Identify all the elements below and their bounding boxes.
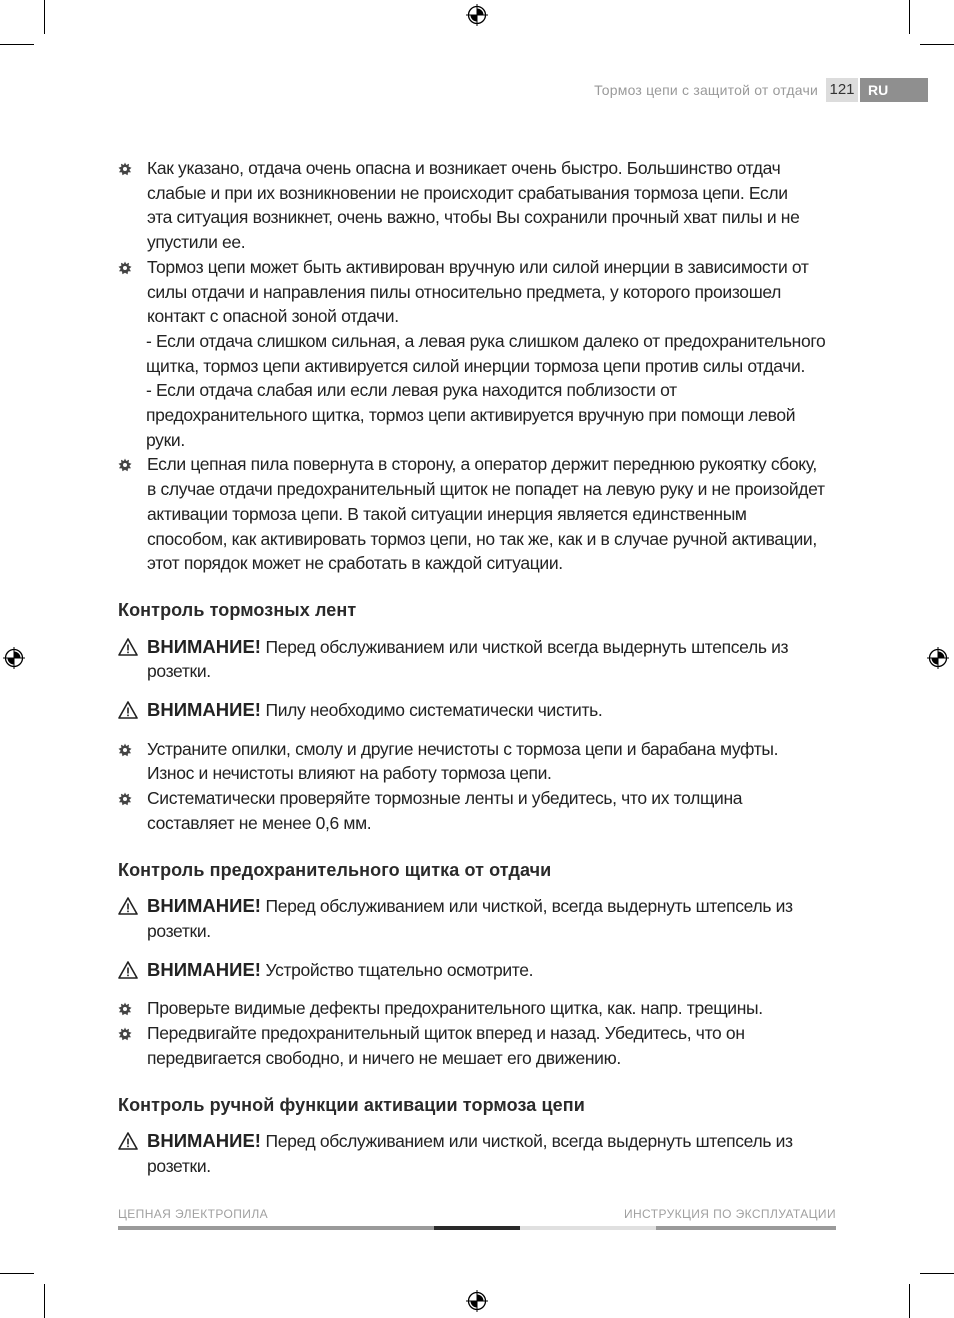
warning-text: Перед обслуживанием или чисткой, всегда выдернуть штепсель из bbox=[265, 1131, 793, 1152]
list-item-line: этот порядок может не сработать в каждой ситуации. bbox=[147, 553, 563, 574]
list-item-line: силы отдачи и направления пилы относительно предмета, у которого произошел bbox=[147, 281, 782, 302]
crop-mark bbox=[44, 0, 45, 34]
warning-text: Устройство тщательно осмотрите. bbox=[265, 959, 534, 980]
warning-text: розетки. bbox=[147, 1155, 211, 1176]
list-item bbox=[118, 1021, 838, 1070]
list-item bbox=[118, 996, 838, 1021]
warning-triangle-icon bbox=[118, 897, 138, 915]
footer-product-name: ЦЕПНАЯ ЭЛЕКТРОПИЛА bbox=[118, 1207, 269, 1221]
list-item bbox=[118, 255, 838, 329]
list-item-line: Тормоз цепи может быть активирован вручную или силой инерции в зависимости от bbox=[147, 256, 809, 277]
list-item-line: составляет не менее 0,6 мм. bbox=[147, 812, 372, 833]
gear-bullet-icon bbox=[118, 261, 132, 275]
gear-bullet-icon bbox=[118, 162, 132, 176]
footer-divider bbox=[656, 1226, 836, 1230]
warning-triangle-icon bbox=[118, 701, 138, 719]
list-item-line: Устраните опилки, смолу и другие нечистоты с тормоза цепи и барабана муфты. bbox=[147, 738, 779, 759]
list-item-line: Если цепная пила повернута в сторону, а оператор держит переднюю рукоятку сбоку, bbox=[147, 454, 817, 475]
warning-text: розетки. bbox=[147, 661, 211, 682]
list-item-line: передвигается свободно, и ничего не мешает его движению. bbox=[147, 1047, 621, 1068]
list-item-line: Проверьте видимые дефекты предохранительного щитка, как. напр. трещины. bbox=[147, 998, 763, 1019]
warning-block bbox=[118, 698, 838, 723]
warning-label: ВНИМАНИЕ! bbox=[147, 895, 261, 917]
list-item bbox=[118, 786, 838, 835]
gear-bullet-icon bbox=[118, 792, 132, 806]
warning-block bbox=[118, 1129, 838, 1178]
list-item-line: Как указано, отдача очень опасна и возникает очень быстро. Большинство отдач bbox=[147, 158, 781, 178]
list-item bbox=[118, 156, 838, 255]
sub-item-line: щитка, тормоз цепи активируется силой инерции тормоза цепи против силы отдачи. bbox=[146, 355, 805, 376]
sub-item-line: - Если отдача слишком сильная, а левая рука слишком далеко от предохранительного bbox=[146, 330, 826, 351]
crop-mark bbox=[920, 44, 954, 45]
sub-item-line: предохранительного щитка, тормоз цепи активируется вручную при помощи левой bbox=[146, 405, 796, 426]
list-item-line: активации тормоза цепи. В такой ситуации инерция является единственным bbox=[147, 503, 747, 524]
section-heading: Контроль предохранительного щитка от отдачи bbox=[118, 859, 552, 880]
warning-text: розетки. bbox=[147, 920, 211, 941]
crop-mark bbox=[44, 1284, 45, 1318]
list-item-line: упустили ее. bbox=[147, 232, 246, 253]
warning-label: ВНИМАНИЕ! bbox=[147, 635, 261, 657]
footer-divider bbox=[434, 1226, 520, 1230]
footer-document-type: ИНСТРУКЦИЯ ПО ЭКСПЛУАТАЦИИ bbox=[623, 1207, 836, 1221]
warning-label: ВНИМАНИЕ! bbox=[147, 1130, 261, 1152]
page-number: 121 bbox=[826, 78, 858, 102]
sub-list-item bbox=[118, 329, 838, 378]
warning-triangle-icon bbox=[118, 961, 138, 979]
header-title: Тормоз цепи с защитой от отдачи bbox=[594, 82, 818, 98]
sub-list-item bbox=[118, 378, 838, 452]
crop-mark bbox=[0, 1273, 34, 1274]
footer-divider bbox=[520, 1226, 656, 1230]
warning-triangle-icon bbox=[118, 638, 138, 656]
language-badge: RU bbox=[860, 78, 928, 102]
crop-mark bbox=[909, 0, 910, 34]
page-header bbox=[0, 78, 954, 102]
list-item-line: контакт с опасной зоной отдачи. bbox=[147, 306, 399, 327]
page-content bbox=[118, 156, 838, 1193]
sub-item-line: - Если отдача слабая или если левая рука находится поблизости от bbox=[146, 380, 677, 401]
footer-divider bbox=[118, 1226, 434, 1230]
list-item-line: в случае отдачи предохранительный щиток не попадет на левую руку и не произойдет bbox=[147, 479, 825, 500]
crop-mark bbox=[909, 1284, 910, 1318]
gear-bullet-icon bbox=[118, 743, 132, 757]
warning-text: Перед обслуживанием или чисткой, всегда выдернуть штепсель из bbox=[265, 896, 793, 917]
list-item-line: слабые и при их возникновении не происходит срабатывания тормоза цепи. Если bbox=[147, 182, 788, 203]
warning-block bbox=[118, 894, 838, 943]
section-heading: Контроль тормозных лент bbox=[118, 599, 357, 620]
warning-text: Пилу необходимо систематически чистить. bbox=[265, 700, 603, 721]
list-item-line: эта ситуация возникнет, очень важно, чтобы Вы сохранили прочный хват пилы и не bbox=[147, 207, 800, 228]
list-item-line: Износ и нечистоты влияют на работу тормоза цепи. bbox=[147, 763, 552, 784]
list-item bbox=[118, 737, 838, 786]
warning-block bbox=[118, 635, 838, 684]
gear-bullet-icon bbox=[118, 458, 132, 472]
warning-text: Перед обслуживанием или чисткой всегда выдернуть штепсель из bbox=[265, 636, 789, 657]
list-item-line: способом, как активировать тормоз цепи, но так же, как и в случае ручной активации, bbox=[147, 528, 817, 549]
gear-bullet-icon bbox=[118, 1027, 132, 1041]
list-item-line: Передвигайте предохранительный щиток вперед и назад. Убедитесь, что он bbox=[147, 1023, 745, 1044]
warning-triangle-icon bbox=[118, 1132, 138, 1150]
registration-mark-icon bbox=[466, 1290, 488, 1312]
registration-mark-icon bbox=[3, 647, 25, 669]
crop-mark bbox=[920, 1273, 954, 1274]
section-heading: Контроль ручной функции активации тормоза цепи bbox=[118, 1094, 585, 1115]
list-item bbox=[118, 452, 838, 576]
registration-mark-icon bbox=[927, 647, 949, 669]
crop-mark bbox=[0, 44, 34, 45]
registration-mark-icon bbox=[466, 4, 488, 26]
warning-label: ВНИМАНИЕ! bbox=[147, 699, 261, 721]
warning-label: ВНИМАНИЕ! bbox=[147, 958, 261, 980]
warning-block bbox=[118, 958, 838, 983]
list-item-line: Систематически проверяйте тормозные ленты и убедитесь, что их толщина bbox=[147, 788, 743, 809]
sub-item-line: руки. bbox=[146, 429, 185, 450]
gear-bullet-icon bbox=[118, 1002, 132, 1016]
